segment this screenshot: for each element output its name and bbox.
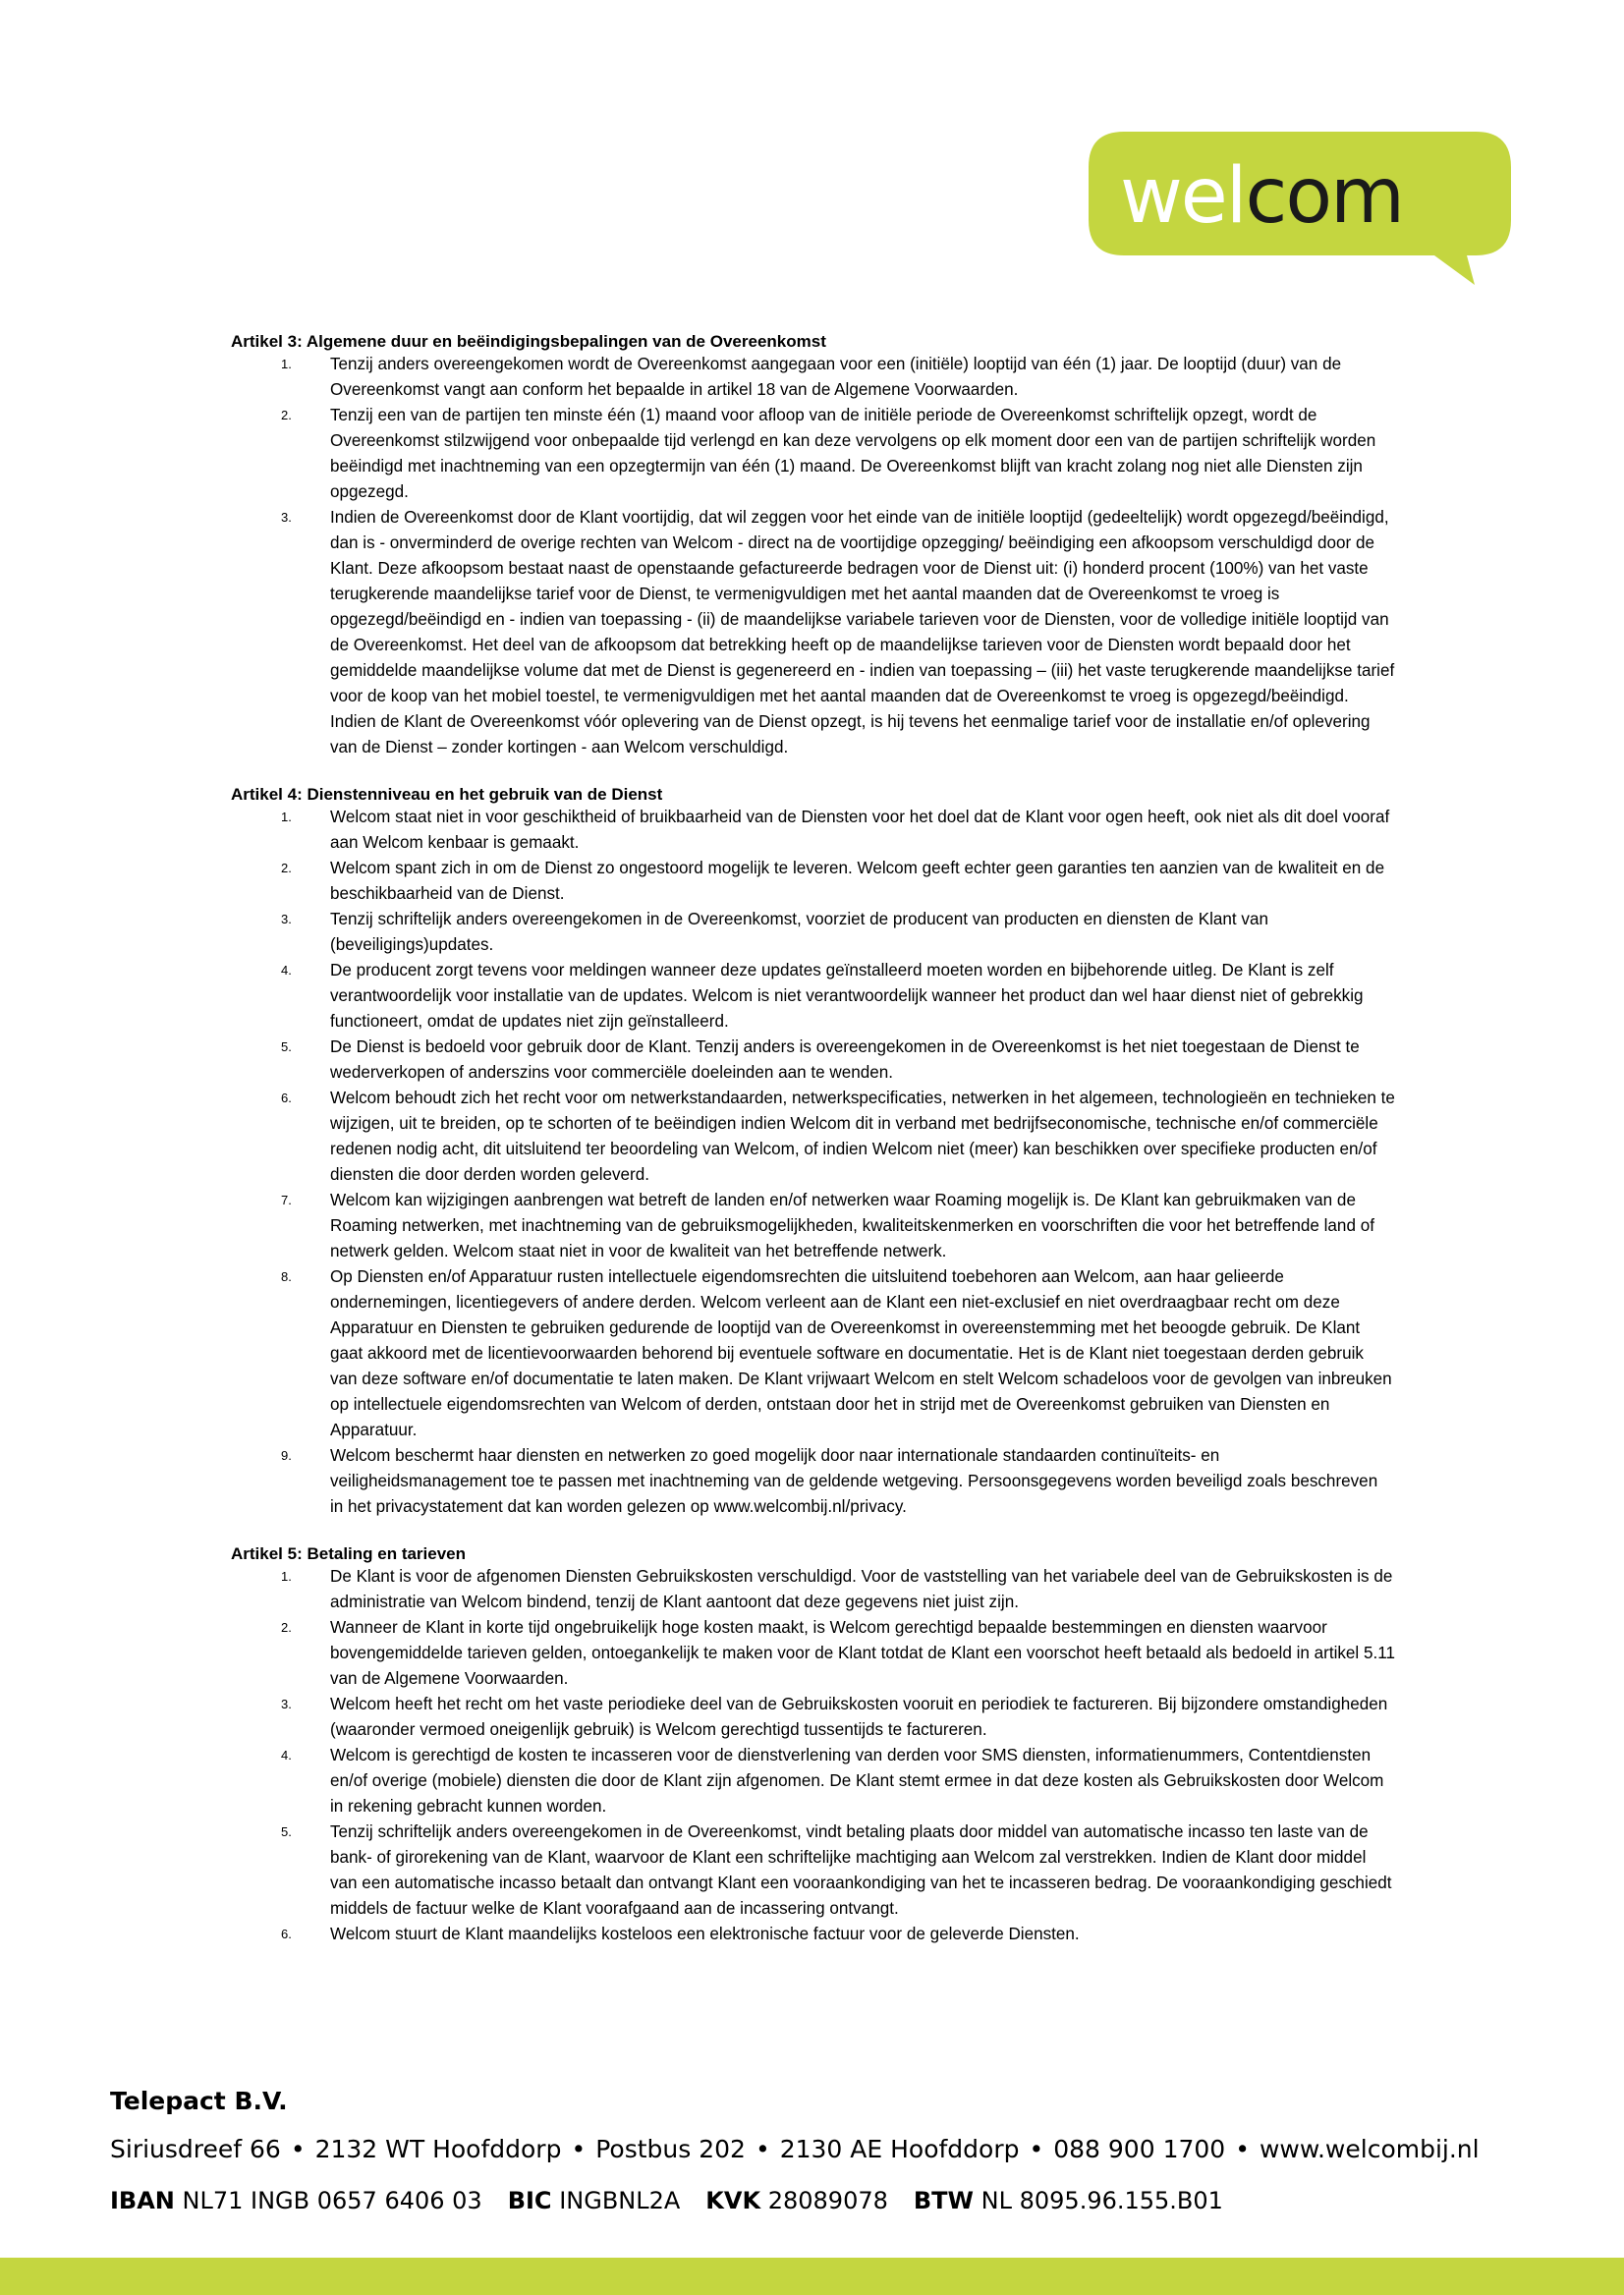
item-number: 4.: [281, 1748, 292, 1763]
list-item: [231, 1615, 1395, 1692]
article-4-title: Artikel 4: Dienstenniveau en het gebruik van de Dienst: [231, 785, 663, 804]
list-item: [231, 1264, 1395, 1443]
list-item: [231, 1086, 1395, 1188]
address-line: [110, 2135, 1525, 2163]
list-item: [231, 907, 1395, 958]
item-number: 2.: [281, 1620, 292, 1635]
list-item: [231, 1035, 1395, 1086]
article-5-list: [231, 1564, 1395, 1947]
item-text: Welcom staat niet in voor geschiktheid of bruikbaarheid van de Diensten voor het doel dat de Klant voor ogen heeft, ook niet als dit doel vooraf aan Welcom kenbaar is gemaakt.: [330, 808, 1390, 852]
separator-dot: •: [1029, 2135, 1044, 2163]
list-item: [231, 1819, 1395, 1922]
list-item: [231, 505, 1395, 760]
item-number: 6.: [281, 1091, 292, 1105]
logo-wel-text: wel: [1120, 152, 1246, 241]
separator-dot: •: [571, 2135, 587, 2163]
article-5-title: Artikel 5: Betaling en tarieven: [231, 1544, 467, 1563]
kvk-value: 28089078: [767, 2187, 888, 2214]
list-item: [231, 958, 1395, 1035]
item-text: Tenzij anders overeengekomen wordt de Overeenkomst aangegaan voor een (initiële) looptijd van één (1) jaar. De looptijd (duur) van de Overeenkomst vangt aan conform het bepaalde in artikel 18 van de Algemene Voorwaarden.: [330, 355, 1342, 399]
item-number: 3.: [281, 510, 292, 525]
item-number: 9.: [281, 1448, 292, 1463]
item-number: 5.: [281, 1824, 292, 1839]
kvk-label: KVK: [705, 2187, 761, 2214]
article-3-title: Artikel 3: Algemene duur en beëindigingsbepalingen van de Overeenkomst: [231, 332, 826, 351]
list-item: [231, 352, 1395, 403]
street: Siriusdreef 66: [110, 2135, 281, 2163]
item-text: Wanneer de Klant in korte tijd ongebruikelijk hoge kosten maakt, is Welcom gerechtigd bepaalde bestemmingen en diensten waarvoor bovengemiddelde tarieven gelden, ontoegankelijk te maken voor de Klant totdat de Klant een voorschot heeft betaald als bedoeld in artikel 5.11 van de Algemene Voorwaarden.: [330, 1618, 1395, 1688]
item-text: Tenzij schriftelijk anders overeengekomen in de Overeenkomst, vindt betaling plaats door middel van automatische incasso ten laste van de bank- of girorekening van de Klant, waarvoor de Klant een schriftelijke machtiging aan Welcom zal verstrekken. Indien de Klant door middel van een automatische incasso betaalt dan ontvangt Klant een vooraankondiging van het te incasseren bedrag. De vooraankondiging geschiedt middels de factuur welke de Klant voorafgaand aan de incassering ontvangt.: [330, 1822, 1392, 1918]
item-text: De Dienst is bedoeld voor gebruik door de Klant. Tenzij anders is overeengekomen in de Overeenkomst is het niet toegestaan de Dienst te wederverkopen of anderszins voor commerciële doeleinden aan te wenden.: [330, 1037, 1360, 1082]
iban-label: IBAN: [110, 2187, 175, 2214]
item-number: 5.: [281, 1039, 292, 1054]
item-text: Welcom beschermt haar diensten en netwerken zo goed mogelijk door naar internationale standaarden continuïteits- en veiligheidsmanagement toe te passen met inachtneming van de geldende wetgeving. Persoonsgegevens worden beveiligd zoals beschreven in het privacystatement dat kan worden gelezen op www.welcombij.nl/privacy.: [330, 1446, 1378, 1516]
item-number: 7.: [281, 1193, 292, 1207]
item-number: 2.: [281, 408, 292, 422]
btw-value: NL 8095.96.155.B01: [980, 2187, 1223, 2214]
item-number: 3.: [281, 912, 292, 926]
article-5: [231, 1543, 1395, 1947]
item-text: Tenzij een van de partijen ten minste één (1) maand voor afloop van de initiële periode de Overeenkomst schriftelijk opzegt, wordt de Overeenkomst stilzwijgend voor onbepaalde tijd verlengd en kan deze vervolgens op elk moment door een van de partijen schriftelijk worden beëindigd met inachtneming van een opzegtermijn van één (1) maand. De Overeenkomst blijft van kracht zolang nog niet alle Diensten zijn opgezegd.: [330, 406, 1376, 501]
welcom-logo: [1089, 132, 1511, 285]
list-item: [231, 856, 1395, 907]
list-item: [231, 1564, 1395, 1615]
bic-label: BIC: [507, 2187, 552, 2214]
iban-value: NL71 INGB 0657 6406 03: [182, 2187, 482, 2214]
item-number: 4.: [281, 963, 292, 978]
item-number: 2.: [281, 861, 292, 875]
item-text: Tenzij schriftelijk anders overeengekomen in de Overeenkomst, voorziet de producent van producten en diensten de Klant van (beveiligings)updates.: [330, 910, 1268, 954]
list-item: [231, 1443, 1395, 1520]
item-text: De Klant is voor de afgenomen Diensten Gebruikskosten verschuldigd. Voor de vaststelling van het variabele deel van de Gebruikskosten is de administratie van Welcom bindend, tenzij de Klant aantoont dat deze gegevens niet juist zijn.: [330, 1567, 1393, 1611]
item-text: Indien de Overeenkomst door de Klant voortijdig, dat wil zeggen voor het einde van de initiële looptijd (gedeeltelijk) wordt opgezegd/beëindigd, dan is - onverminderd de overige rechten van Welcom - direct na de voortijdige opzegging/ beëindiging een afkoopsom verschuldigd door de Klant. Deze afkoopsom bestaat naast de openstaande gefactureerde bedragen voor de Dienst uit: (i) honderd procent (100%) van het vaste terugkerende maandelijkse tarief voor de Dienst, te vermenigvuldigen met het aantal maanden dat de Overeenkomst te vroeg is opgezegd/beëindigd en - indien van toepassing - (ii) de maandelijkse variabele tarieven voor de Diensten, voor de volledige initiële looptijd van de Overeenkomst. Het deel van de afkoopsom dat betrekking heeft op de maandelijkse tarieven voor de Diensten wordt bepaald door het gemiddelde maandelijkse volume dat met de Dienst is gegenereerd en - indien van toepassing – (iii) het vaste terugkerende maandelijkse tarief voor de koop van het mobiel toestel, te vermenigvuldigen met het aantal maanden dat de Overeenkomst te vroeg is opgezegd/beëindigd. Indien de Klant de Overeenkomst vóór oplevering van de Dienst opzegt, is hij tevens het eenmalige tarief voor de installatie en/of oplevering van de Dienst – zonder kortingen - aan Welcom verschuldigd.: [330, 508, 1395, 756]
phone-number: 088 900 1700: [1053, 2135, 1226, 2163]
postcode-city: 2132 WT Hoofddorp: [314, 2135, 562, 2163]
item-number: 1.: [281, 357, 292, 371]
svg-text:welcom: [1120, 152, 1403, 241]
item-text: Welcom is gerechtigd de kosten te incasseren voor de dienstverlening van derden voor SMS diensten, informatienummers, Contentdiensten en/of overige (mobiele) diensten die door de Klant zijn afgenomen. De Klant stemt ermee in dat deze kosten als Gebruikskosten door Welcom in rekening gebracht kunnen worden.: [330, 1746, 1384, 1816]
separator-dot: •: [290, 2135, 306, 2163]
document-body: [231, 331, 1395, 1971]
bic-value: INGBNL2A: [559, 2187, 681, 2214]
item-text: Welcom stuurt de Klant maandelijks kosteloos een elektronische factuur voor de geleverde Diensten.: [330, 1925, 1080, 1943]
postbus: Postbus 202: [595, 2135, 746, 2163]
website-link[interactable]: www.welcombij.nl: [1259, 2135, 1480, 2163]
article-4: [231, 784, 1395, 1520]
company-name: Telepact B.V.: [110, 2087, 288, 2115]
list-item: [231, 1692, 1395, 1743]
item-text: De producent zorgt tevens voor meldingen wanneer deze updates geïnstalleerd moeten worden en bijbehorende uitleg. De Klant is zelf verantwoordelijk voor installatie van de updates. Welcom is niet verantwoordelijk wanneer het product dan wel haar dienst niet of gebrekkig functioneert, omdat de updates niet zijn geïnstalleerd.: [330, 961, 1364, 1031]
item-number: 8.: [281, 1269, 292, 1284]
footer-accent-bar: [0, 2258, 1624, 2295]
item-text: Welcom spant zich in om de Dienst zo ongestoord mogelijk te leveren. Welcom geeft echter geen garanties ten aanzien van de kwaliteit en de beschikbaarheid van de Dienst.: [330, 859, 1385, 903]
item-number: 1.: [281, 1569, 292, 1584]
article-3: [231, 331, 1395, 760]
list-item: [231, 1188, 1395, 1264]
list-item: [231, 1922, 1395, 1947]
logo-com-text: com: [1245, 152, 1404, 241]
list-item: [231, 1743, 1395, 1819]
separator-dot: •: [755, 2135, 770, 2163]
item-number: 6.: [281, 1927, 292, 1941]
list-item: [231, 403, 1395, 505]
item-text: Welcom heeft het recht om het vaste periodieke deel van de Gebruikskosten vooruit en periodiek te factureren. Bij bijzondere omstandigheden (waaronder vermoed oneigenlijk gebruik) is Welcom gerechtigd tussentijds te factureren.: [330, 1695, 1388, 1739]
item-text: Welcom behoudt zich het recht voor om netwerkstandaarden, netwerkspecificaties, netwerken in het algemeen, technologieën en technieken te wijzigen, uit te breiden, op te schorten of te beëindigen indien Welcom dit in verband met bedrijfseconomische, technische en/of commerciële redenen nodig acht, dit uitsluitend ter beoordeling van Welcom, of indien Welcom niet (meer) kan beschikken over specifieke producten en/of diensten die door derden worden geleverd.: [330, 1089, 1395, 1184]
item-text: Op Diensten en/of Apparatuur rusten intellectuele eigendomsrechten die uitsluitend toebehoren aan Welcom, aan haar gelieerde ondernemingen, licentiegevers of andere derden. Welcom verleent aan de Klant een niet-exclusief en niet overdraagbaar recht om deze Apparatuur en Diensten te gebruiken gedurende de looptijd van de Overeenkomst in overeenstemming met het beoogde gebruik. De Klant gaat akkoord met de licentievoorwaarden behorend bij eventuele software en documentatie. Het is de Klant niet toegestaan derden gebruik van deze software en/of documentatie te laten maken. De Klant vrijwaart Welcom en stelt Welcom schadeloos voor de gevolgen van inbreuken op intellectuele eigendomsrechten van Welcom of derden, ontstaan door het in strijd met de Overeenkomst gebruiken van Diensten en Apparatuur.: [330, 1267, 1392, 1439]
btw-label: BTW: [913, 2187, 975, 2214]
item-number: 1.: [281, 810, 292, 824]
article-3-list: [231, 352, 1395, 760]
article-4-list: [231, 805, 1395, 1520]
postbus-city: 2130 AE Hoofddorp: [779, 2135, 1020, 2163]
item-number: 3.: [281, 1697, 292, 1711]
separator-dot: •: [1235, 2135, 1250, 2163]
page-footer: [110, 2087, 1525, 2238]
item-text: Welcom kan wijzigingen aanbrengen wat betreft de landen en/of netwerken waar Roaming mogelijk is. De Klant kan gebruikmaken van de Roaming netwerken, met inachtneming van de gebruiksmogelijkheden, kwaliteitskenmerken en voorschriften die voor het betreffende land of netwerk gelden. Welcom staat niet in voor de kwaliteit van het betreffende netwerk.: [330, 1191, 1374, 1260]
registration-line: [110, 2187, 1525, 2214]
list-item: [231, 805, 1395, 856]
